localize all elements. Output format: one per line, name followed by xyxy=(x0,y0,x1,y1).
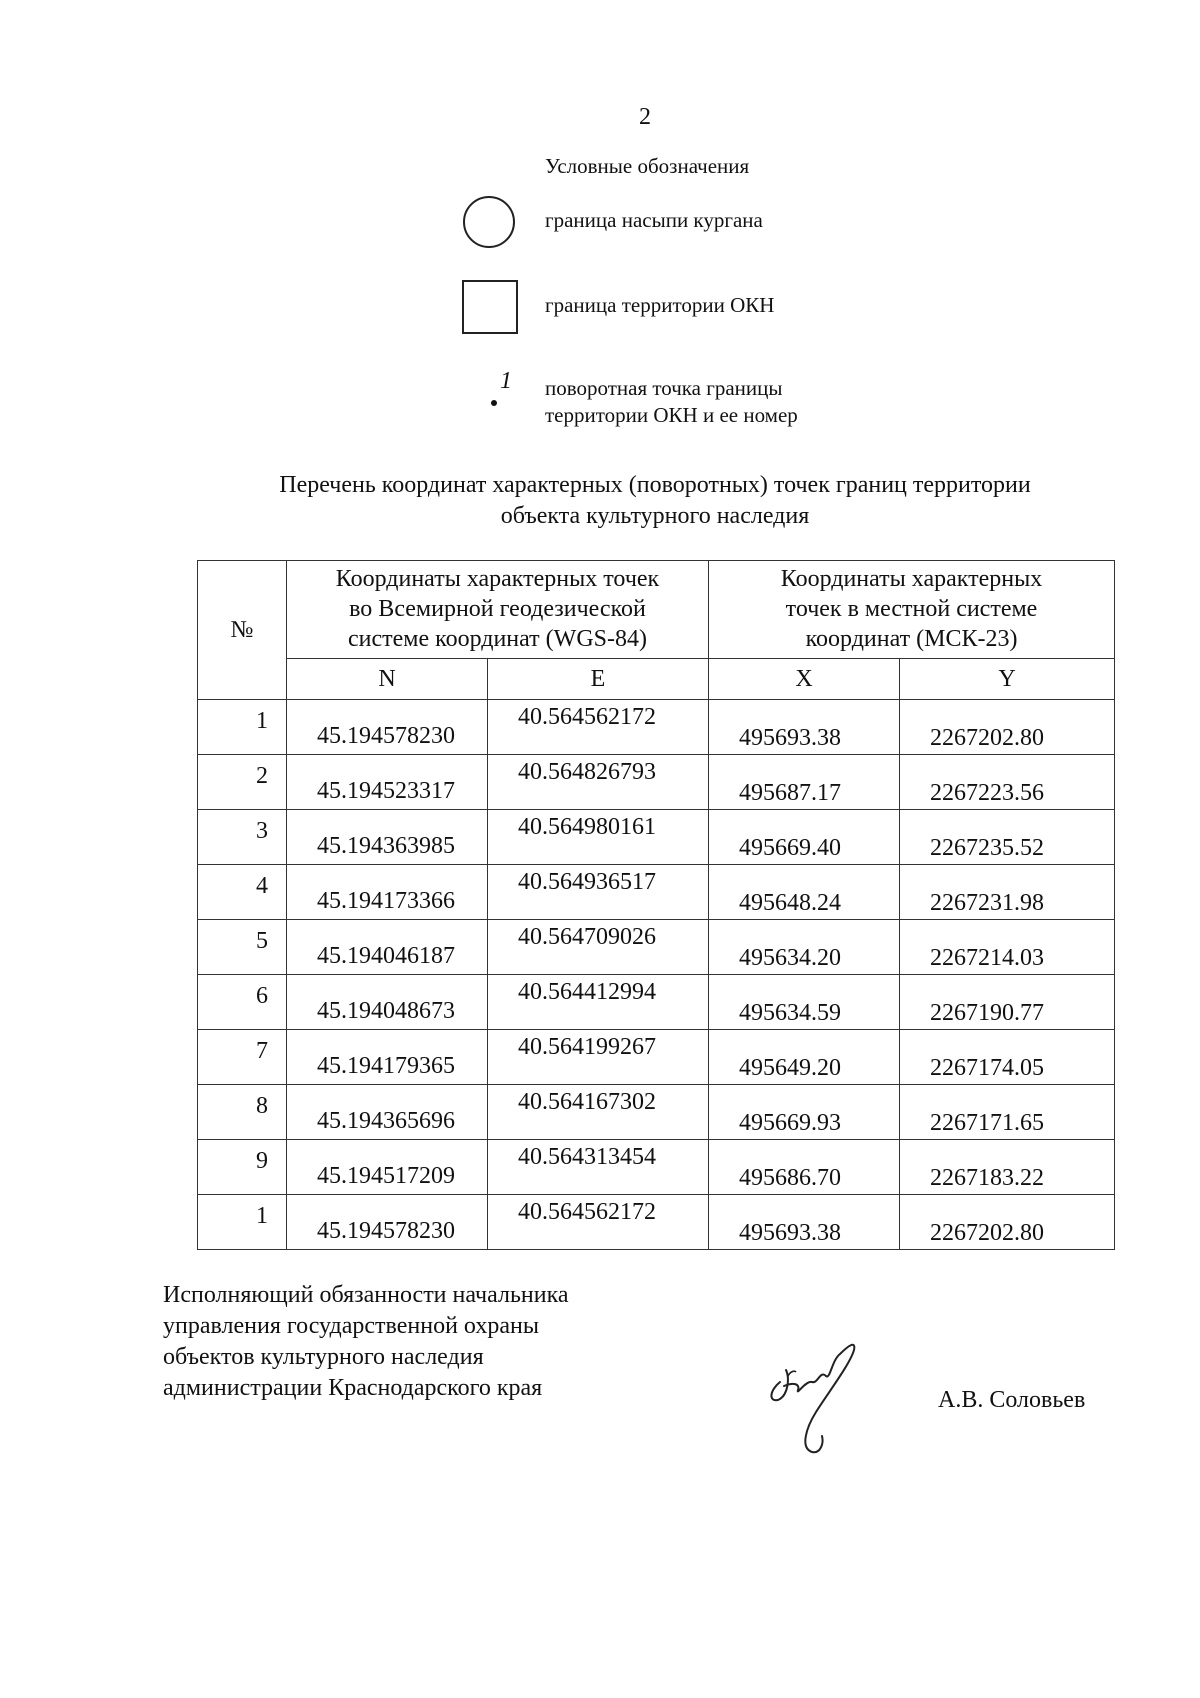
table-row xyxy=(198,975,1115,1030)
cell-n: 45.194363985 xyxy=(287,810,488,865)
legend-label-point-line1: поворотная точка границы xyxy=(545,376,783,400)
cell-y: 2267214.03 xyxy=(900,920,1115,975)
cell-n: 45.194365696 xyxy=(287,1085,488,1140)
table-row xyxy=(198,1195,1115,1250)
signer-name: А.В. Соловьев xyxy=(938,1387,1086,1413)
cell-e: 40.564709026 xyxy=(488,920,709,975)
cell-num: 5 xyxy=(198,920,287,975)
page-number: 2 xyxy=(639,104,651,130)
header-n: N xyxy=(287,658,488,699)
cell-n: 45.194523317 xyxy=(287,755,488,810)
cell-num: 1 xyxy=(198,700,287,755)
signer-position xyxy=(163,1280,569,1404)
point-icon xyxy=(488,368,528,416)
cell-x: 495634.20 xyxy=(709,920,900,975)
cell-num: 8 xyxy=(198,1085,287,1140)
header-y: Y xyxy=(900,658,1115,699)
header-wgs xyxy=(287,561,709,659)
header-msk-line3: координат (МСК-23) xyxy=(805,626,1018,653)
header-wgs-line1: Координаты характерных точек xyxy=(335,566,660,593)
cell-x: 495686.70 xyxy=(709,1140,900,1195)
cell-y: 2267174.05 xyxy=(900,1030,1115,1085)
legend-label-point-line2: территории ОКН и ее номер xyxy=(545,403,798,427)
signer-position-line4: администрации Краснодарского края xyxy=(163,1375,543,1401)
cell-e: 40.564412994 xyxy=(488,975,709,1030)
cell-n: 45.194578230 xyxy=(287,1195,488,1250)
circle-icon xyxy=(463,196,515,248)
cell-y: 2267231.98 xyxy=(900,865,1115,920)
signer-position-line2: управления государственной охраны xyxy=(163,1313,539,1339)
cell-num: 7 xyxy=(198,1030,287,1085)
cell-n: 45.194046187 xyxy=(287,920,488,975)
cell-x: 495648.24 xyxy=(709,865,900,920)
cell-n: 45.194578230 xyxy=(287,700,488,755)
cell-n: 45.194048673 xyxy=(287,975,488,1030)
cell-x: 495687.17 xyxy=(709,755,900,810)
legend-title: Условные обозначения xyxy=(545,154,750,178)
cell-num: 3 xyxy=(198,810,287,865)
handwritten-signature xyxy=(760,1320,890,1460)
table-row xyxy=(198,755,1115,810)
header-msk-line1: Координаты характерных xyxy=(780,566,1043,593)
coordinates-table xyxy=(197,560,1115,1250)
cell-y: 2267223.56 xyxy=(900,755,1115,810)
table-row xyxy=(198,1085,1115,1140)
cell-n: 45.194517209 xyxy=(287,1140,488,1195)
header-wgs-line2: во Всемирной геодезической xyxy=(349,596,646,623)
cell-y: 2267235.52 xyxy=(900,810,1115,865)
point-number: 1 xyxy=(500,368,512,394)
table-row xyxy=(198,1030,1115,1085)
table-row xyxy=(198,1140,1115,1195)
header-e: E xyxy=(488,658,709,699)
cell-e: 40.564199267 xyxy=(488,1030,709,1085)
header-num: № xyxy=(198,561,287,700)
table-row xyxy=(198,865,1115,920)
table-row xyxy=(198,810,1115,865)
cell-e: 40.564562172 xyxy=(488,1195,709,1250)
cell-num: 9 xyxy=(198,1140,287,1195)
table-subheader-row xyxy=(198,658,1115,699)
header-wgs-line3: системе координат (WGS-84) xyxy=(348,626,647,653)
cell-e: 40.564167302 xyxy=(488,1085,709,1140)
cell-n: 45.194179365 xyxy=(287,1030,488,1085)
signer-position-line3: объектов культурного наследия xyxy=(163,1344,484,1370)
cell-num: 1 xyxy=(198,1195,287,1250)
cell-n: 45.194173366 xyxy=(287,865,488,920)
section-title-line2: объекта культурного наследия xyxy=(500,503,810,529)
table-row xyxy=(198,700,1115,755)
cell-e: 40.564313454 xyxy=(488,1140,709,1195)
header-msk xyxy=(709,561,1115,659)
table-header-row xyxy=(198,561,1115,659)
cell-y: 2267183.22 xyxy=(900,1140,1115,1195)
cell-y: 2267190.77 xyxy=(900,975,1115,1030)
cell-y: 2267202.80 xyxy=(900,700,1115,755)
section-title-line1: Перечень координат характерных (поворотных) точек границ территории xyxy=(279,472,1031,498)
cell-e: 40.564980161 xyxy=(488,810,709,865)
square-icon xyxy=(462,280,518,334)
cell-num: 4 xyxy=(198,865,287,920)
table-row xyxy=(198,920,1115,975)
legend-label-point xyxy=(545,375,798,429)
signer-position-line1: Исполняющий обязанности начальника xyxy=(163,1282,569,1308)
cell-e: 40.564562172 xyxy=(488,700,709,755)
section-title xyxy=(190,470,1120,532)
cell-x: 495649.20 xyxy=(709,1030,900,1085)
cell-x: 495693.38 xyxy=(709,1195,900,1250)
legend-label-territory: граница территории ОКН xyxy=(545,293,775,317)
cell-e: 40.564826793 xyxy=(488,755,709,810)
cell-x: 495693.38 xyxy=(709,700,900,755)
cell-x: 495669.40 xyxy=(709,810,900,865)
cell-num: 6 xyxy=(198,975,287,1030)
cell-e: 40.564936517 xyxy=(488,865,709,920)
legend-label-mound: граница насыпи кургана xyxy=(545,208,763,232)
cell-num: 2 xyxy=(198,755,287,810)
cell-y: 2267171.65 xyxy=(900,1085,1115,1140)
header-msk-line2: точек в местной системе xyxy=(785,596,1038,623)
cell-x: 495634.59 xyxy=(709,975,900,1030)
cell-x: 495669.93 xyxy=(709,1085,900,1140)
point-dot xyxy=(491,400,497,406)
header-x: X xyxy=(709,658,900,699)
cell-y: 2267202.80 xyxy=(900,1195,1115,1250)
